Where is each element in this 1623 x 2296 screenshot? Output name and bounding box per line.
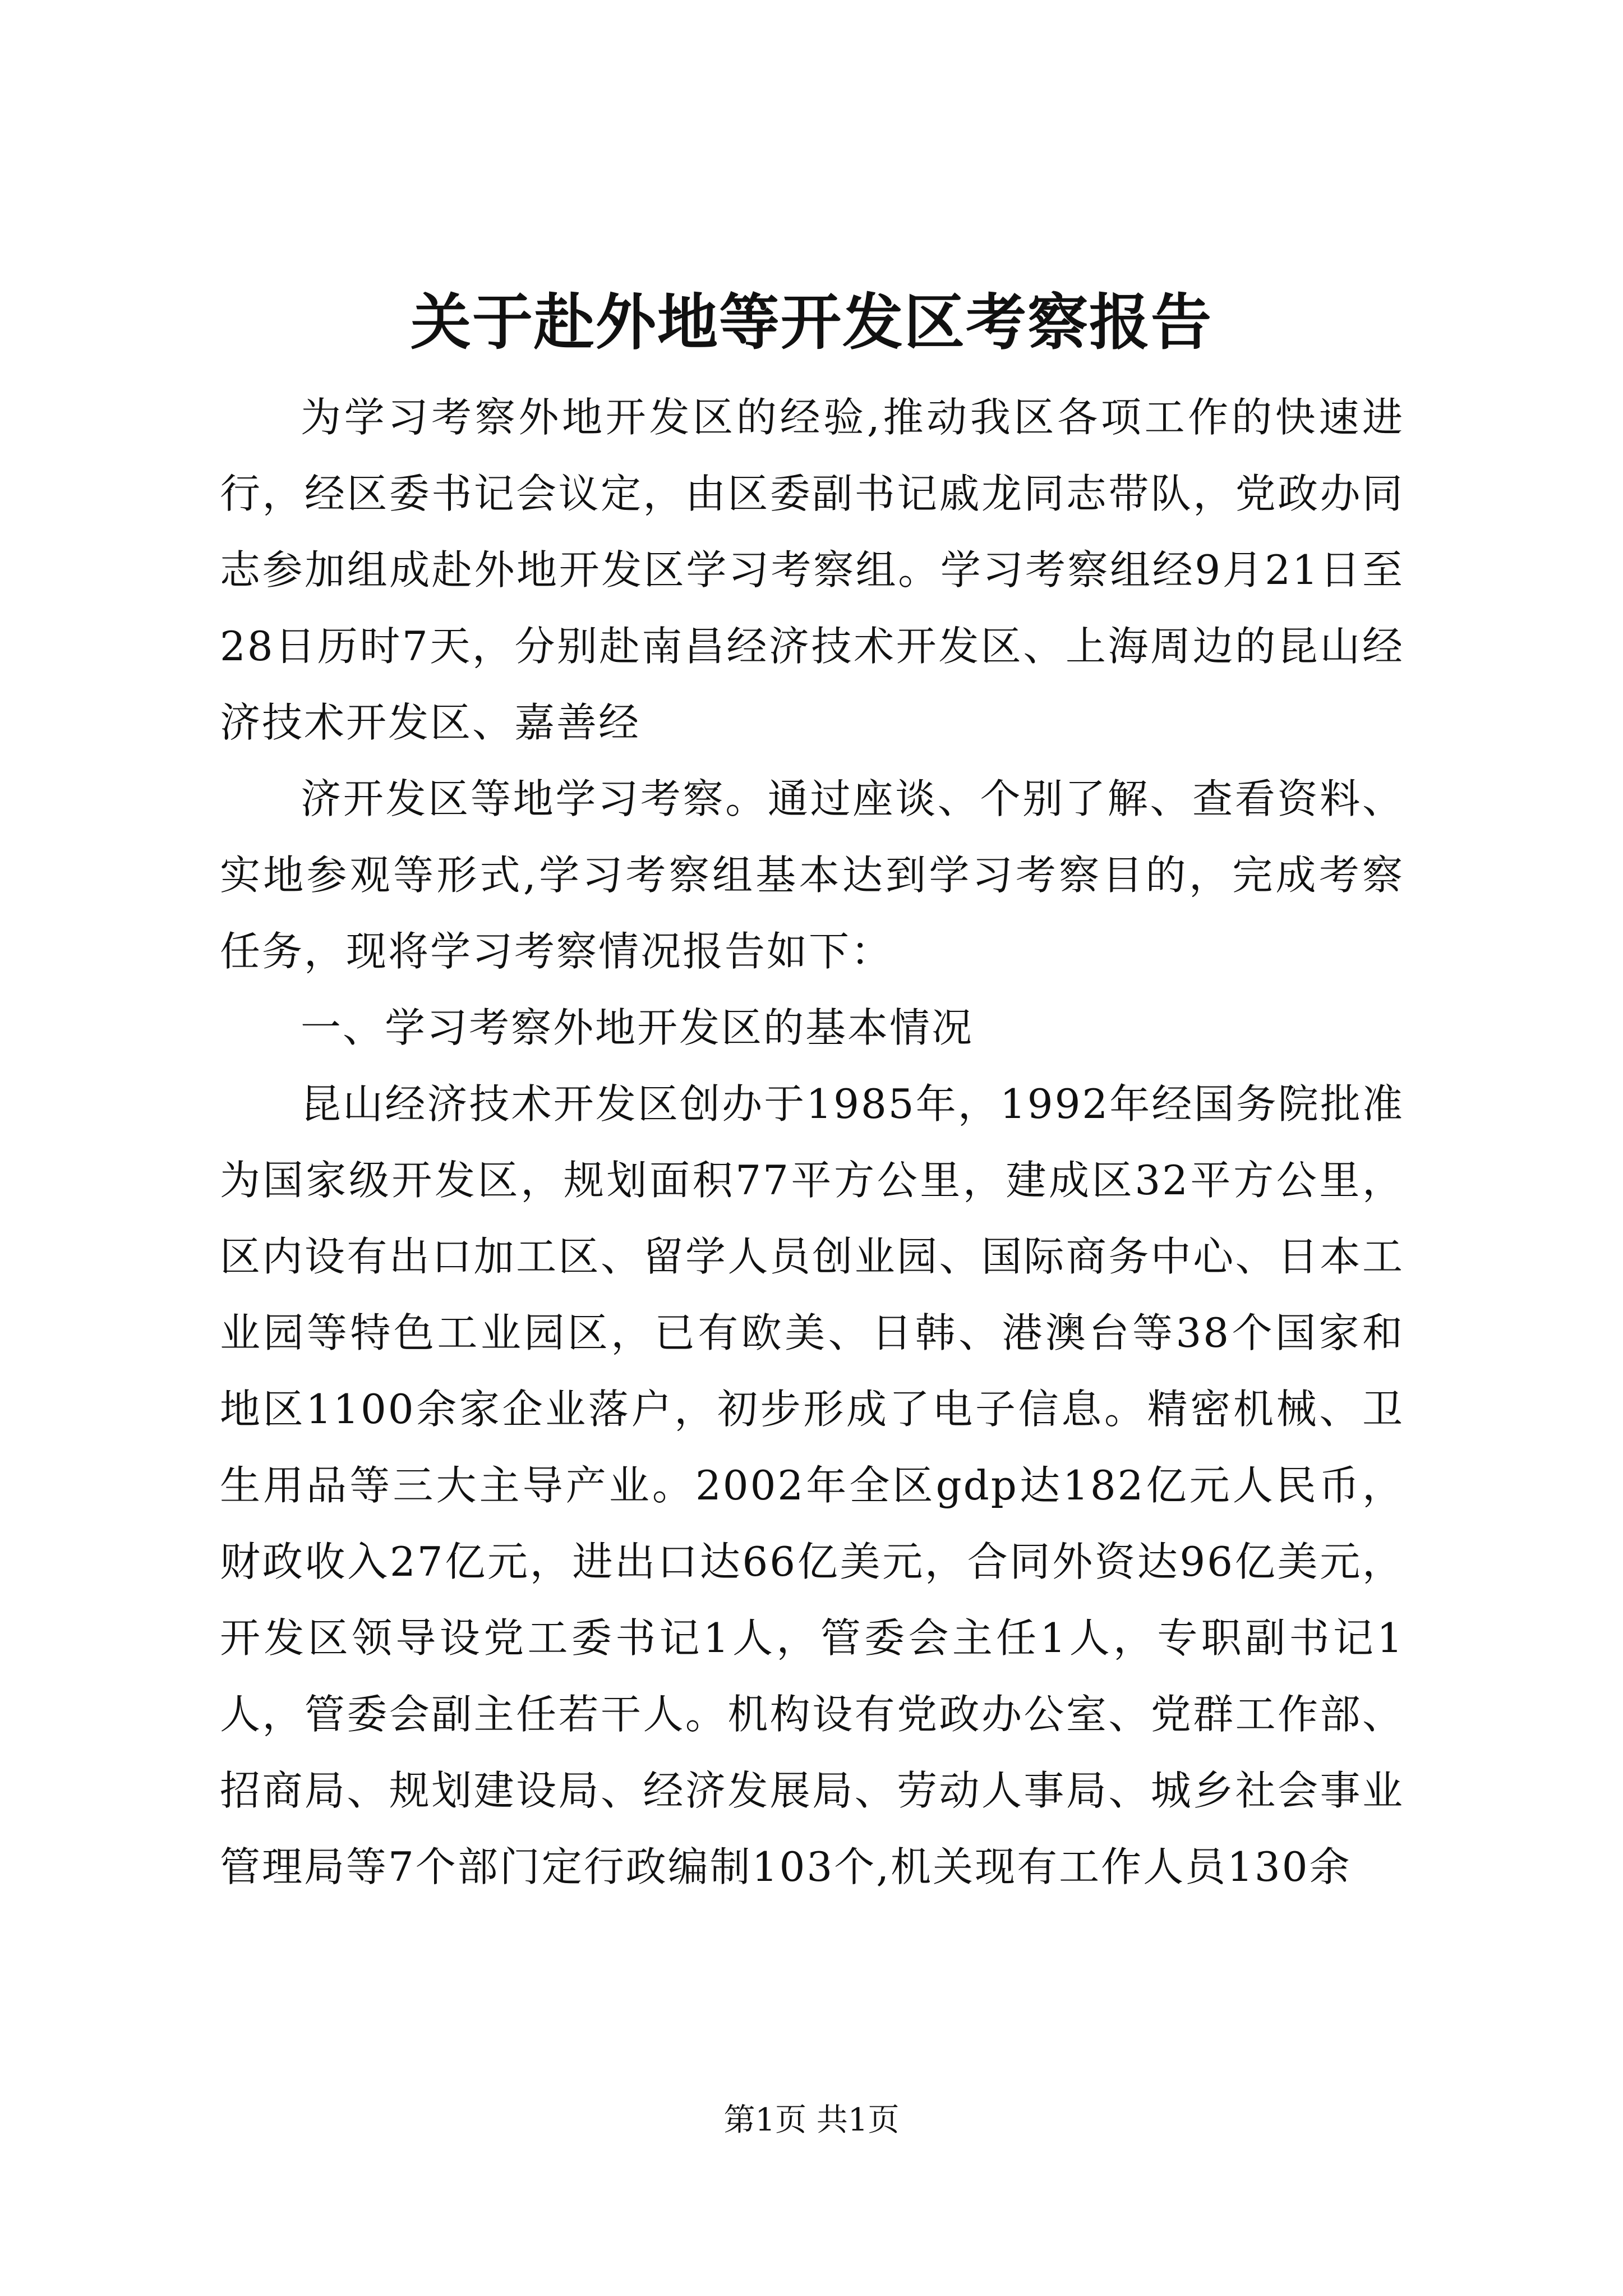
paragraph-intro: 为学习考察外地开发区的经验,推动我区各项工作的快速进行，经区委书记会议定，由区委副书记戚龙同志带队，党政办同志参加组成赴外地开发区学习考察组。学习考察组经9月21日至28日历时7天，分别赴南昌经济技术开发区、上海周边的昆山经济技术开发区、嘉善经 [220,394,1404,746]
document-title: 关于赴外地等开发区考察报告 [410,287,1212,358]
document-body [220,379,1404,1905]
section-heading: 一、学习考察外地开发区的基本情况 [301,1004,974,1051]
paragraph-kunshan: 昆山经济技术开发区创办于1985年，1992年经国务院批准为国家级开发区，规划面积77平方公里，建成区32平方公里，区内设有出口加工区、留学人员创业园、国际商务中心、日本工业园等特色工业园区，已有欧美、日韩、港澳台等38个国家和地区1100余家企业落户，初步形成了电子信息。精密机械、卫生用品等三大主导产业。2002年全区gdp达182亿元人民币，财政收入27亿元，进出口达66亿美元，合同外资达96亿美元，开发区领导设党工委书记1人，管委会主任1人，专职副书记1人，管委会副主任若干人。机构设有党政办公室、党群工作部、招商局、规划建设局、经济发展局、劳动人事局、城乡社会事业管理局等7个部门定行政编制103个,机关现有工作人员130余 [220,1080,1404,1890]
paragraph-intro-continued: 济开发区等地学习考察。通过座谈、个别了解、查看资料、实地参观等形式,学习考察组基本达到学习考察目的，完成考察任务，现将学习考察情况报告如下： [220,775,1404,975]
page-footer: 第1页 共1页 [723,2102,900,2138]
